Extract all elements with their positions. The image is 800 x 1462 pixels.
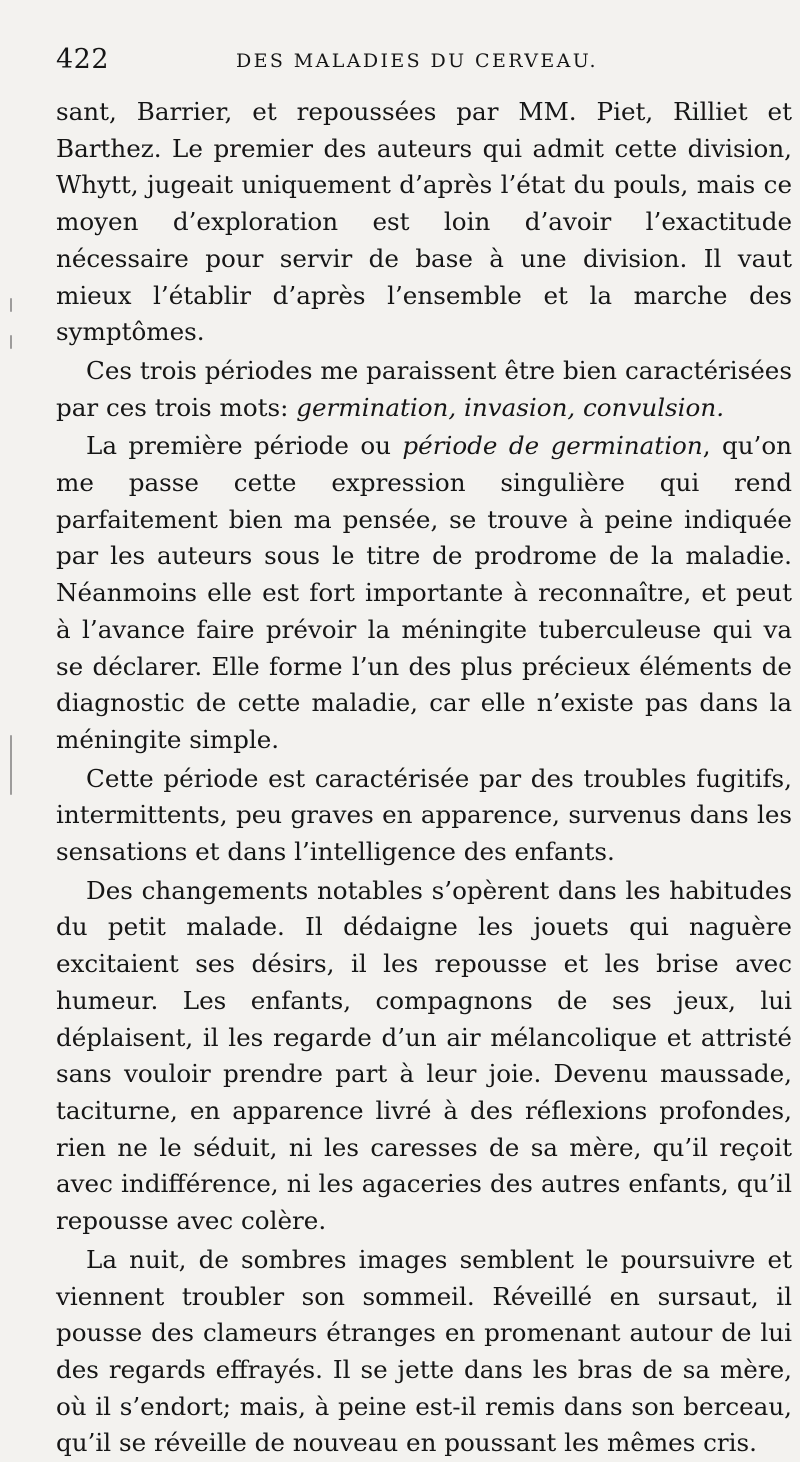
paragraph: [56, 353, 792, 426]
text-run: sant, Barrier, et repoussées par MM. Piet, Rilliet et Barthez. Le premier des auteurs qui admit cette division, Whytt, jugeait uniquement d’après l’état du pouls, mais ce moyen d’exploration est loin d’avoir l’exactitude nécessaire pour servir de base à une division. Il vaut mieux l’établir d’après l’ensemble et la marche des symptômes.: [56, 97, 792, 347]
text-run: , qu’on me passe cette expression singulière qui rend parfaitement bien ma pensée, se trouve à peine indiquée par les auteurs sous le titre de prodrome de la maladie. Néanmoins elle est fort importante à reconnaître, et peut à l’avance faire prévoir la méningite tuberculeuse qui va se déclarer. Elle forme l’un des plus précieux éléments de diagnostic de cette maladie, car elle n’existe pas dans la méningite simple.: [56, 431, 792, 754]
paragraph: [56, 94, 792, 351]
page-header: [56, 42, 792, 94]
text-run: Ces trois périodes me paraissent être bien caractérisées par ces trois mots:: [56, 355, 792, 422]
italic-term: germination, invasion, convulsion.: [296, 392, 725, 422]
running-title: DES MALADIES DU CERVEAU.: [236, 50, 598, 72]
body-text: [56, 94, 792, 1462]
margin-mark: [10, 335, 12, 349]
paragraph: [56, 873, 792, 1240]
page-number: 422: [56, 44, 110, 75]
text-run: Cette période est caractérisée par des troubles fugitifs, intermittents, peu graves en apparence, survenus dans les sensations et dans l’intelligence des enfants.: [56, 763, 792, 867]
paragraph: [56, 428, 792, 758]
italic-term: période de germination: [402, 431, 703, 461]
paragraph: [56, 761, 792, 871]
paragraph: [56, 1242, 792, 1462]
margin-mark: [10, 298, 12, 312]
text-run: La nuit, de sombres images semblent le poursuivre et viennent troubler son sommeil. Réveillé en sursaut, il pousse des clameurs étranges en promenant autour de lui des regards effrayés. Il se jette dans les bras de sa mère, où il s’endort; mais, à peine est-il remis dans son berceau, qu’il se réveille de nouveau en poussant les mêmes cris.: [56, 1244, 792, 1458]
text-run: La première période ou: [86, 431, 403, 461]
text-run: Des changements notables s’opèrent dans les habitudes du petit malade. Il dédaigne les jouets qui naguère excitaient ses désirs, il les repousse et les brise avec humeur. Les enfants, compagnons de ses jeux, lui déplaisent, il les regarde d’un air mélancolique et attristé sans vouloir prendre part à leur joie. Devenu maussade, taciturne, en apparence livré à des réflexions profondes, rien ne le séduit, ni les caresses de sa mère, qu’il reçoit avec indifférence, ni les agaceries des autres enfants, qu’il repousse avec colère.: [56, 875, 792, 1236]
margin-mark: [10, 735, 12, 795]
